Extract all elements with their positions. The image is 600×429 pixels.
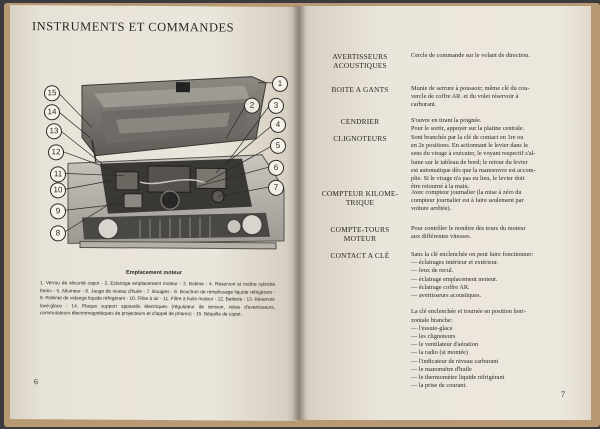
- entry-description: [411, 189, 581, 214]
- entry-description-line: — éclairage coffre AR.: [411, 283, 470, 291]
- entry-description: [411, 225, 581, 241]
- entry-term-line: CENDRIER: [340, 117, 380, 126]
- entry-term: [312, 225, 408, 243]
- entry-description-line: — le ventilateur d'aération: [411, 341, 479, 349]
- entry-term: [312, 117, 408, 126]
- entry-term-line: CONTACT A CLÉ: [330, 251, 390, 260]
- entry-description-line: S'ouvre en tirant la poignée.: [411, 117, 482, 124]
- callout-4: 4: [270, 117, 286, 133]
- entry-description-line: — l'indicateur de niveau carburant: [411, 357, 499, 365]
- entry-term-line: AVERTISSEURS: [332, 52, 388, 61]
- entry-term-line: TRIQUE: [345, 198, 375, 207]
- book-spine-shadow: [292, 6, 306, 420]
- entry-description-line: — éclairage emplacement moteur.: [411, 275, 498, 283]
- entry-description-line: être retourné à la main.: [411, 183, 470, 191]
- entry-term-line: BOITE A GANTS: [331, 85, 389, 94]
- entry-description-line: Pour le sortir, appuyer sur la platine centrale.: [411, 125, 525, 133]
- engine-bay-illustration: [30, 67, 292, 259]
- entry-description-line: en 2e positions. En actionnant le levier dans le: [411, 142, 528, 150]
- entry-term: [312, 251, 408, 260]
- entry-term-line: ACOUSTIQUES: [333, 61, 387, 70]
- page-heading: INSTRUMENTS ET COMMANDES: [32, 19, 235, 35]
- entry-term-line: COMPTEUR KILOME-: [321, 189, 399, 198]
- entry-description-line: — feux de recul.: [411, 267, 454, 275]
- entry-description-line: plie. Si le virage n'a pas eu lieu, le levier doit: [411, 175, 525, 183]
- entry-description-line: Avec compteur journalier (la mise à zéro du: [411, 189, 522, 196]
- entry-term: [312, 85, 408, 94]
- callout-12: 12: [48, 144, 64, 160]
- callout-15: 15: [44, 85, 60, 101]
- entry-description-line: — avertisseurs acoustiques.: [411, 292, 482, 300]
- right-page: [298, 6, 591, 420]
- entry-description-line: voiture arrêtée).: [411, 205, 452, 213]
- entry-description-line: vercle de coffre AR. et du volet réservoir à: [411, 93, 519, 101]
- callout-3: 3: [268, 98, 284, 114]
- callout-14: 14: [44, 104, 60, 120]
- entry-description: [411, 117, 581, 133]
- entry-description-line: Munie de serrure à poussoir; même clé du cou-: [411, 85, 530, 92]
- entry-description: [411, 52, 581, 60]
- entry-term-line: COMPTE-TOURS: [330, 225, 390, 234]
- entry-description-line: — le manomètre d'huile: [411, 365, 472, 373]
- callout-11: 11: [50, 166, 66, 182]
- entry-description: [411, 85, 581, 110]
- callout-6: 6: [268, 160, 284, 176]
- callout-5: 5: [270, 138, 286, 154]
- entry-description-line: — le thermomètre liquide réfrigérant: [411, 374, 505, 382]
- callout-8: 8: [50, 225, 66, 241]
- entry-description-line: zontale branche:: [411, 316, 453, 324]
- callout-13: 13: [46, 123, 62, 139]
- entry-description-line: carburant.: [411, 101, 437, 109]
- entry-description-line: — la radio (si montée): [411, 349, 469, 357]
- callout-10: 10: [50, 182, 66, 198]
- entry-term-line: MOTEUR: [343, 234, 377, 243]
- entry-term-line: CLIGNOTEURS: [333, 134, 387, 143]
- figure-caption-legend: 1. Verrou de sécurité capot - 2. Eclairage emplacement moteur - 3. Bobine - 4. Réservoir et maître cylindre freins - 5. Allumeur - 6. Jauge de niveau d'huile - 7. Bougies - 8. Bouchon de remplissage liquide réfrigérant - 9. Robinet de vidange liquide réfrigérant - 10. Filtre à air - 11. Filtre à huile moteur - 12. Batterie - 13. Réservoir lave-glace - 14. Plaque support appareils électriques (régulateur de tension, relais d'avertisseurs, commutateurs électromagnétiques de projecteurs et d'appel de phares) - 15. Béquille de capot.: [40, 281, 275, 318]
- entry-description-line: — la prise de courant.: [411, 382, 467, 390]
- entry-description-line: Sont branchés par la clé de contact en 1re ou: [411, 134, 524, 141]
- entry-description-line: La clé enclenchée et tournée en position hori-: [411, 308, 526, 316]
- entry-description-line: — éclairages intérieur et extérieur.: [411, 259, 499, 267]
- entry-description-line: Pour contrôler le nombre des tours du moteur: [411, 225, 526, 232]
- entry-term: [312, 52, 408, 70]
- callout-9: 9: [50, 203, 66, 219]
- engine-bay-figure: [30, 67, 292, 259]
- entry-description-line: est automatique dès que la manoeuvre est accom-: [411, 166, 536, 174]
- entry-description-line: compteur journalier est à faire seulement par: [411, 197, 524, 205]
- entry-description-line: — l'essuie-glace: [411, 324, 453, 332]
- entry-description-line: sens du virage à exécuter, le voyant respectif s'al-: [411, 150, 536, 158]
- callout-2: 2: [244, 98, 260, 114]
- entry-description: [411, 134, 581, 191]
- figure-caption-title: Emplacement moteur: [126, 269, 182, 277]
- entry-term: [312, 189, 408, 207]
- entry-description-line: aux différentes vitesses.: [411, 233, 472, 241]
- callout-7: 7: [268, 180, 284, 196]
- entry-description-line: Cercle de commande sur le volant de direction.: [411, 52, 530, 59]
- left-page: [10, 5, 298, 421]
- entry-description-line: lume sur le tableau de bord; le retour du levier: [411, 158, 528, 166]
- entry-description-line: Sans la clé enclenchée on peut faire fonctionner:: [411, 251, 534, 258]
- instrument-entries: [298, 6, 591, 420]
- entry-term: [312, 134, 408, 143]
- entry-description-line: [411, 300, 581, 308]
- entry-description-line: — les clignoteurs: [411, 333, 456, 341]
- page-number-right: 7: [561, 390, 565, 399]
- callout-1: 1: [272, 76, 288, 92]
- entry-description: [411, 251, 581, 390]
- page-number-left: 6: [34, 377, 38, 387]
